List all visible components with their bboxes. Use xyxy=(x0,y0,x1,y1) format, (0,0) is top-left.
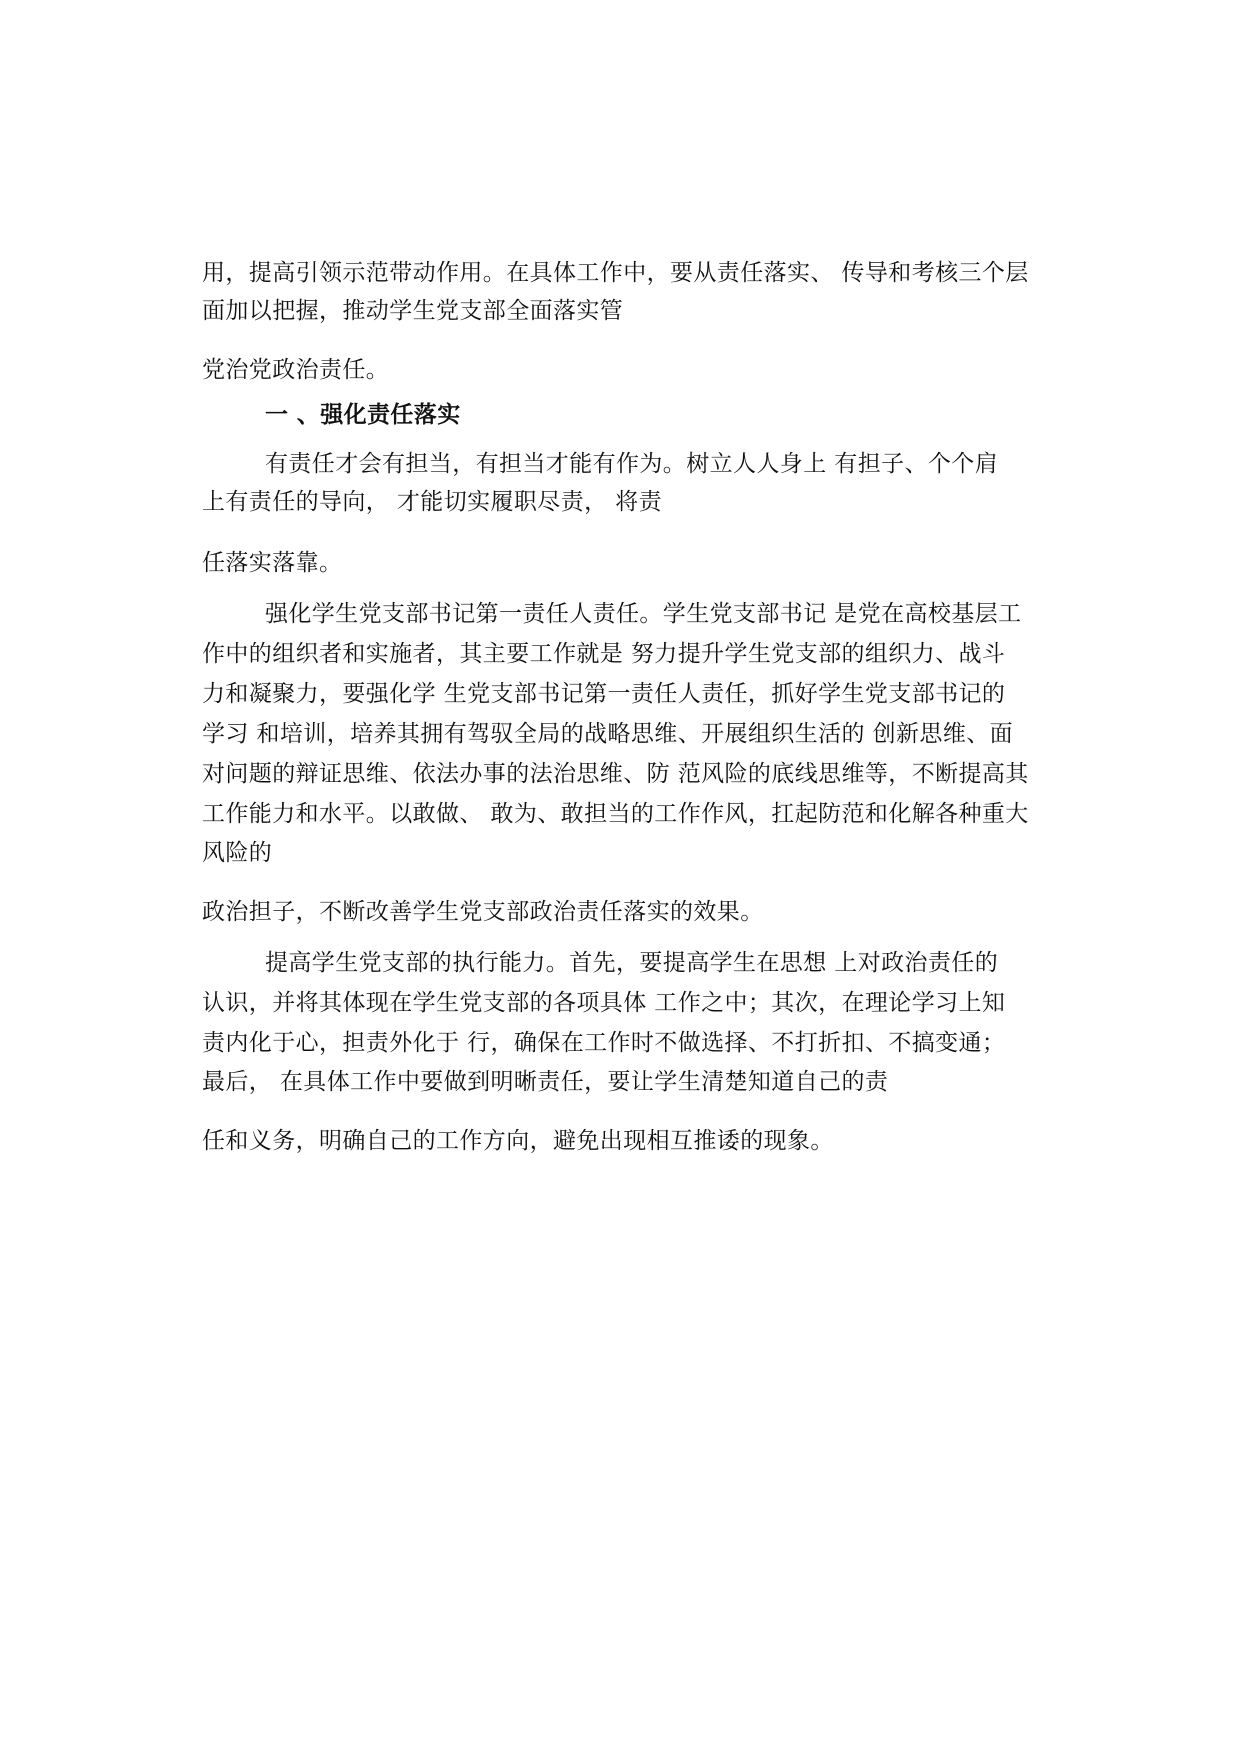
paragraph-8-line-1: 任和义务，明确自己的工作方向，避免出现相互推诿的现象。 xyxy=(202,1128,834,1154)
paragraph-7-line-3: 责内化于心，担责外化于 行，确保在工作时不做选择、不打折扣、不搞变通； xyxy=(202,1030,1006,1056)
paragraph-5-line-5: 对问题的辩证思维、依法办事的法治思维、防 范风险的底线思维等，不断提高其 xyxy=(202,761,1029,787)
paragraph-5-line-1: 强化学生党支部书记第一责任人责任。学生党支部书记 是党在高校基层工 xyxy=(265,601,1022,627)
paragraph-7-line-1: 提高学生党支部的执行能力。首先，要提高学生在思想 上对政治责任的 xyxy=(265,950,999,976)
section-heading: 一 、强化责任落实 xyxy=(265,402,461,428)
paragraph-1-line-2: 面加以把握，推动学生党支部全面落实管 xyxy=(202,298,624,324)
paragraph-7-line-2: 认识，并将其体现在学生党支部的各项具体 工作之中；其次，在理论学习上知 xyxy=(202,990,1006,1016)
paragraph-7-line-4: 最后， 在具体工作中要做到明晰责任，要让学生清楚知道自己的责 xyxy=(202,1069,889,1095)
paragraph-5-line-4: 学习 和培训，培养其拥有驾驭全局的战略思维、开展组织生活的 创新思维、面 xyxy=(202,721,1014,747)
paragraph-5-line-6: 工作能力和水平。以敢做、 敢为、敢担当的工作作风，扛起防范和化解各种重大 xyxy=(202,801,1029,827)
paragraph-4-line-1: 任落实落靠。 xyxy=(202,550,343,576)
paragraph-5-line-3: 力和凝聚力，要强化学 生党支部书记第一责任人责任，抓好学生党支部书记的 xyxy=(202,681,1006,707)
paragraph-1-line-1: 用，提高引领示范带动作用。在具体工作中，要从责任落实、 传导和考核三个层 xyxy=(202,260,1029,286)
paragraph-6-line-1: 政治担子，不断改善学生党支部政治责任落实的效果。 xyxy=(202,899,764,925)
paragraph-5-line-7: 风险的 xyxy=(202,840,273,866)
paragraph-3-line-2: 上有责任的导向， 才能切实履职尽责， 将责 xyxy=(202,489,663,515)
paragraph-5-line-2: 作中的组织者和实施者，其主要工作就是 努力提升学生党支部的组织力、战斗 xyxy=(202,641,1006,667)
paragraph-3-line-1: 有责任才会有担当，有担当才能有作为。树立人人身上 有担子、个个肩 xyxy=(265,451,999,477)
paragraph-2-line-1: 党治党政治责任。 xyxy=(202,357,390,383)
